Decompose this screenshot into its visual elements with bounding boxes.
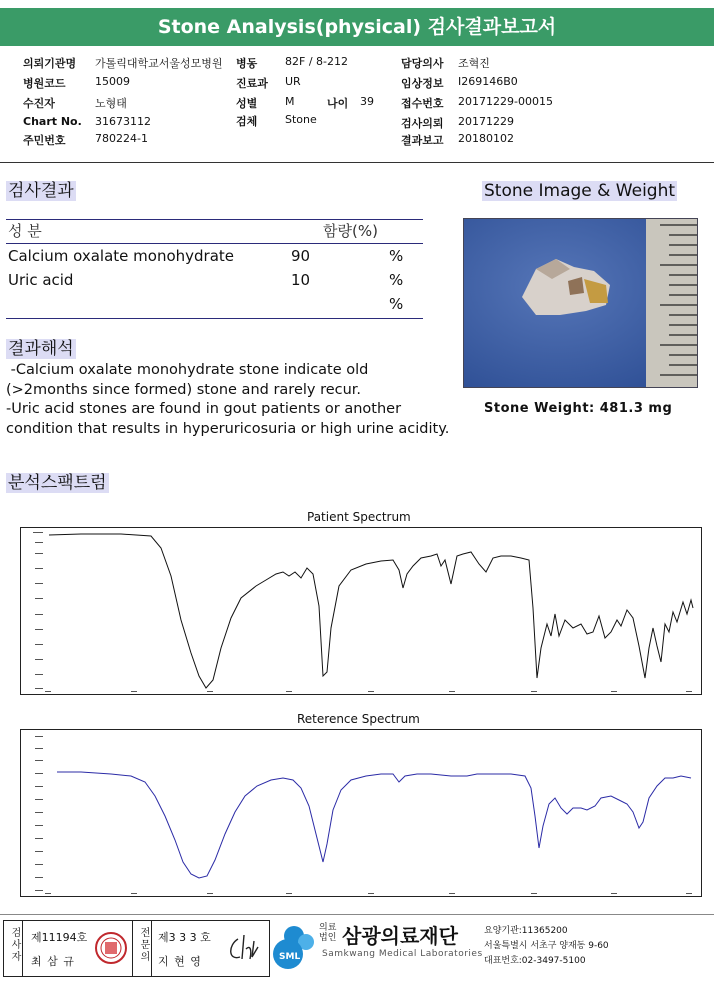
result-name: Calcium oxalate monohydrate [8,247,235,265]
report-date-value: 20180102 [458,132,514,145]
org-type: 의료법인 [319,923,337,943]
patient-label: 수진자 [23,97,55,110]
accession-label: 접수번호 [401,97,444,110]
patient-axis-ticks [33,532,43,689]
accession-value: 20171229-00015 [458,95,553,108]
results-heading: 검사결과 [8,181,74,201]
specialist-label: 전문의 [138,927,149,963]
sex-label: 성별 [236,97,258,110]
interpretation-line: condition that results in hyperuricosuria or high urine acidity. [6,420,450,437]
chart-value: 31673112 [95,115,151,128]
ward-value: 82F / 8-212 [285,55,348,68]
results-header-border [6,243,423,244]
stone-weight-value: 481.3 mg [599,401,673,416]
id-label: 주민번호 [23,134,66,147]
request-value: 20171229 [458,115,514,128]
patient-spectrum-plot [20,527,702,695]
result-value: 10 [291,271,311,289]
spectrum-heading: 분석스팩트럼 [8,473,107,493]
clinical-value: I269146B0 [458,75,518,88]
report-date-label: 결과보고 [401,134,444,147]
request-label: 검사의뢰 [401,117,444,130]
institution-value: 가톨릭대학교서울성모병원 [95,57,223,70]
doctor-value: 조혁진 [458,57,490,70]
reference-x-ticks [45,893,692,894]
org-english: Samkwang Medical Laboratories [322,949,483,959]
results-col-component: 성 분 [8,222,42,240]
specialist-name: 지 현 영 [158,955,202,968]
reference-spectrum-plot [20,729,702,897]
result-value: 90 [291,247,311,265]
institution-label: 의뢰기관명 [23,57,77,70]
tester-label: 검사자 [9,927,20,963]
results-table-bottom-border [6,318,423,319]
reference-spectrum-graphic [21,730,701,896]
patient-spectrum-graphic [21,528,701,694]
tester-seal-icon [94,931,128,965]
specimen-label: 검체 [236,115,258,128]
result-unit: % [389,295,404,313]
reference-spectrum-title: Reterence Spectrum [297,712,420,726]
stone-image-heading: Stone Image & Weight [484,181,676,201]
stone-photo [463,218,698,388]
result-name: Uric acid [8,271,74,289]
patient-spectrum-line [49,534,693,688]
org-name: 삼광의료재단 [342,924,458,948]
svg-text:SML: SML [279,952,301,962]
result-unit: % [389,271,404,289]
header-divider [0,162,714,163]
specialist-license: 제3 3 3 호 [158,931,211,944]
patient-value: 노형태 [95,97,127,110]
hospital-code-value: 15009 [95,75,130,88]
tester-name: 최 삼 규 [31,955,75,968]
org-phone: 대표번호:02-3497-5100 [484,956,586,966]
sex-value: M [285,95,295,108]
tester-label-cell [4,921,23,976]
org-address: 서울특별시 서초구 양재동 9-60 [484,941,609,951]
interpretation-heading: 결과해석 [8,339,74,359]
patient-spectrum-title: Patient Spectrum [307,510,411,524]
tester-license: 제11194호 [31,931,88,944]
report-title: Stone Analysis(physical) 검사결과보고서 [0,8,714,46]
stone-weight-label: Stone Weight: [484,401,595,416]
dept-value: UR [285,75,301,88]
org-code: 요양기관:11365200 [484,926,568,936]
id-value: 780224-1 [95,132,148,145]
chart-label: Chart No. [23,115,82,128]
result-unit: % [389,247,404,265]
ward-label: 병동 [236,57,258,70]
patient-x-ticks [45,691,692,692]
age-value: 39 [360,95,374,108]
hospital-code-label: 병원코드 [23,77,66,90]
specialist-signature-icon [224,927,264,967]
footer-divider [0,914,714,915]
doctor-label: 담당의사 [401,57,444,70]
dept-label: 진료과 [236,77,268,90]
interpretation-line: (>2months since formed) stone and rarely recur. [6,381,362,398]
interpretation-line: -Calcium oxalate monohydrate stone indicate old [6,362,369,378]
results-col-content: 함량(%) [323,222,378,240]
org-contact [484,924,609,969]
specimen-value: Stone [285,113,317,126]
clinical-label: 임상정보 [401,77,444,90]
stone-weight [484,401,672,416]
age-label: 나이 [327,97,349,110]
stone-photo-graphic [464,219,697,387]
signature-box [3,920,270,977]
specialist-label-cell [132,921,152,976]
reference-spectrum-line [57,772,691,878]
interpretation-text [6,361,456,439]
reference-axis-ticks [35,736,43,891]
interpretation-line: -Uric acid stones are found in gout patients or another [6,401,402,417]
